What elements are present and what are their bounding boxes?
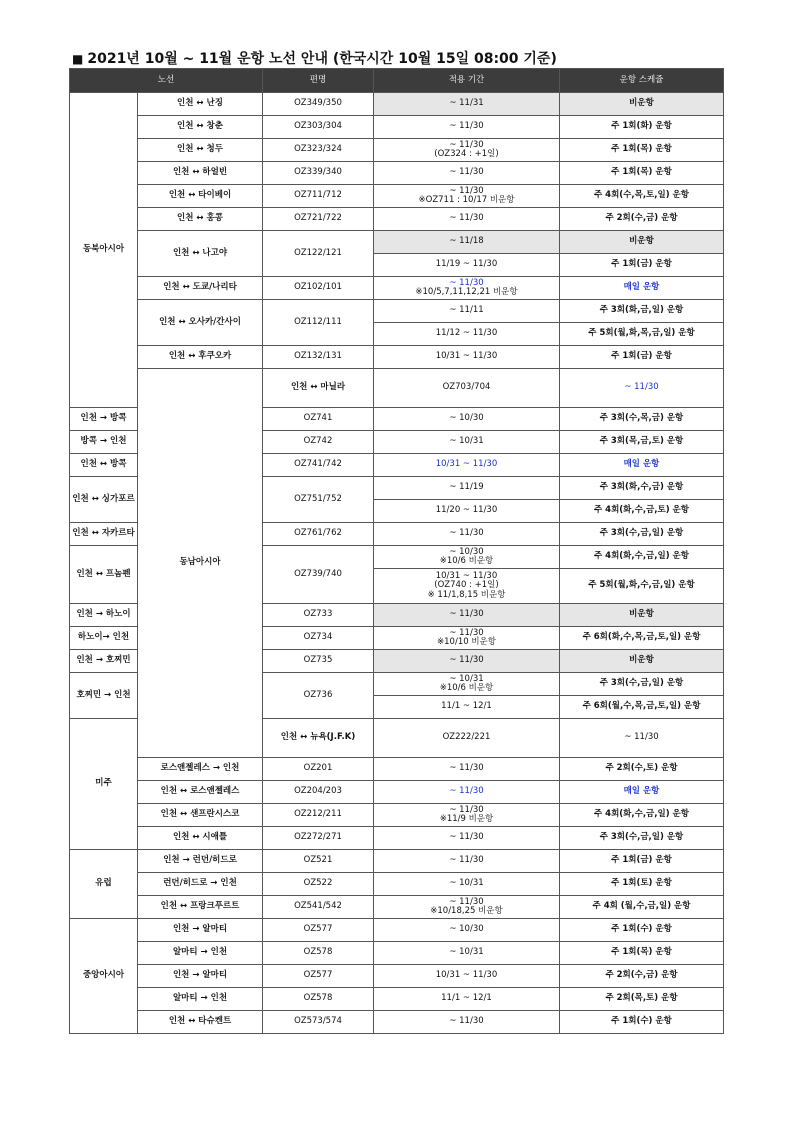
- flight-number-cell: OZ272/271: [263, 827, 374, 850]
- flight-number-cell: OZ522: [263, 873, 374, 896]
- header-schedule: 운항 스케쥴: [560, 69, 724, 93]
- region-cell: 동북아시아: [70, 93, 138, 408]
- period-line: ~ 10/31: [449, 673, 484, 684]
- period-cell: [374, 673, 560, 696]
- table-row: [70, 116, 724, 139]
- schedule-cell: 주 1회(목) 운항: [560, 942, 724, 965]
- schedule-cell: 주 4회 (월,수,금,일) 운항: [560, 896, 724, 919]
- route-cell: 인천 ↔ 창춘: [138, 116, 263, 139]
- flight-number-cell: OZ339/340: [263, 162, 374, 185]
- period-line: ※10/18,25 비운항: [430, 906, 503, 916]
- schedule-cell: 주 1회(목) 운항: [560, 162, 724, 185]
- route-cell: 인천 ↔ 청두: [138, 139, 263, 162]
- schedule-cell: 비운항: [560, 604, 724, 627]
- header-period: 적용 기간: [374, 69, 560, 93]
- period-cell: [560, 369, 724, 408]
- schedule-cell: 주 1회(금) 운항: [560, 850, 724, 873]
- period-cell: [374, 254, 560, 277]
- period-line: 11/1 ~ 12/1: [441, 701, 492, 712]
- period-line: ~ 11/31: [449, 98, 484, 109]
- period-line: (OZ740 : +1일): [434, 580, 499, 591]
- schedule-cell: 주 6회(화,수,목,금,토,일) 운항: [560, 627, 724, 650]
- period-line: ~ 11/30: [449, 139, 484, 150]
- route-cell: 인천 ↔ 방콕: [70, 454, 138, 477]
- flight-number-cell: OZ751/752: [263, 477, 374, 523]
- period-line: ~ 11/30: [449, 655, 484, 666]
- schedule-cell: 주 5회(월,화,목,금,일) 운항: [560, 323, 724, 346]
- schedule-cell: 주 4회(화,수,금,일) 운항: [560, 804, 724, 827]
- period-line: 10/31 ~ 11/30: [435, 351, 498, 362]
- schedule-cell: 주 6회(월,수,목,금,토,일) 운항: [560, 696, 724, 719]
- period-line: ~ 11/30: [449, 528, 484, 539]
- table-row: [70, 827, 724, 850]
- region-cell: 유럽: [70, 850, 138, 919]
- flight-number-cell: OZ741/742: [263, 454, 374, 477]
- period-cell: [374, 627, 560, 650]
- schedule-cell: 주 5회(월,화,수,금,일) 운항: [560, 569, 724, 604]
- period-line: 11/19 ~ 11/30: [435, 259, 498, 270]
- route-cell: 인천 ↔ 시애틀: [138, 827, 263, 850]
- period-cell: [374, 781, 560, 804]
- page-title-text: 2021년 10월 ~ 11월 운항 노선 안내 (한국시간 10월 15일 08:00 기준): [87, 51, 557, 67]
- region-cell: 중앙아시아: [70, 919, 138, 1034]
- schedule-cell: 주 1회(수) 운항: [560, 1011, 724, 1034]
- schedule-cell: 주 3회(수,금,일) 운항: [560, 673, 724, 696]
- header-route: 노선: [70, 69, 263, 93]
- flight-number-cell: OZ761/762: [263, 523, 374, 546]
- period-cell: [374, 477, 560, 500]
- page-title: [72, 48, 557, 68]
- period-line: ~ 10/30: [449, 546, 484, 557]
- period-line: ※ 11/1,8,15 비운항: [427, 589, 506, 600]
- period-line: ~ 11/19: [449, 482, 484, 493]
- period-line: ~ 11/30: [449, 786, 484, 797]
- period-cell: [374, 93, 560, 116]
- route-cell: 인천 ↔ 하얼빈: [138, 162, 263, 185]
- period-cell: [374, 431, 560, 454]
- route-cell: 인천 ↔ 로스앤젤레스: [138, 781, 263, 804]
- route-cell: 인천 → 알마티: [138, 965, 263, 988]
- period-line: ※10/5,7,11,12,21 비운항: [415, 287, 518, 297]
- flight-number-cell: OZ201: [263, 758, 374, 781]
- route-cell: 인천 ↔ 타슈켄트: [138, 1011, 263, 1034]
- flight-number-cell: OZ703/704: [374, 369, 560, 408]
- period-line: ~ 11/30: [624, 382, 659, 393]
- period-line: ~ 11/30: [449, 121, 484, 132]
- period-cell: [374, 231, 560, 254]
- flight-number-cell: OZ734: [263, 627, 374, 650]
- period-cell: [374, 919, 560, 942]
- flight-number-cell: OZ521: [263, 850, 374, 873]
- table-row: [70, 162, 724, 185]
- period-cell: [374, 323, 560, 346]
- table-row: [70, 346, 724, 369]
- table-row: [70, 758, 724, 781]
- table-row: [70, 208, 724, 231]
- table-row: [70, 896, 724, 919]
- schedule-cell: 주 1회(금) 운항: [560, 254, 724, 277]
- flight-number-cell: OZ733: [263, 604, 374, 627]
- period-cell: [374, 850, 560, 873]
- flight-number-cell: OZ122/121: [263, 231, 374, 277]
- flight-number-cell: OZ132/131: [263, 346, 374, 369]
- schedule-cell: 주 3회(수,금,일) 운항: [560, 523, 724, 546]
- period-cell: [374, 696, 560, 719]
- period-cell: [374, 162, 560, 185]
- schedule-cell: 매일 운항: [560, 781, 724, 804]
- period-cell: [374, 873, 560, 896]
- period-line: 11/20 ~ 11/30: [435, 505, 498, 516]
- table-row: [70, 965, 724, 988]
- schedule-cell: 비운항: [560, 93, 724, 116]
- period-line: ~ 11/18: [449, 236, 484, 247]
- period-cell: [374, 827, 560, 850]
- schedule-cell: 주 2회(목,토) 운항: [560, 988, 724, 1011]
- period-cell: [374, 569, 560, 604]
- period-cell: [374, 116, 560, 139]
- period-cell: [374, 546, 560, 569]
- flight-number-cell: OZ204/203: [263, 781, 374, 804]
- route-cell: 인천 ↔ 후쿠오카: [138, 346, 263, 369]
- table-header-row: [70, 69, 724, 93]
- flight-number-cell: OZ735: [263, 650, 374, 673]
- route-cell: 인천 ↔ 나고야: [138, 231, 263, 277]
- schedule-cell: 주 1회(수) 운항: [560, 919, 724, 942]
- flight-number-cell: OZ222/221: [374, 719, 560, 758]
- schedule-cell: 주 3회(화,수,금) 운항: [560, 477, 724, 500]
- table-row: [70, 942, 724, 965]
- table-row: [70, 139, 724, 162]
- period-cell: [374, 650, 560, 673]
- table-row: [70, 781, 724, 804]
- flight-number-cell: OZ741: [263, 408, 374, 431]
- flight-number-cell: OZ102/101: [263, 277, 374, 300]
- period-cell: [374, 185, 560, 208]
- period-line: ~ 11/30: [449, 763, 484, 774]
- period-line: ※OZ711 : 10/17 비운항: [418, 195, 515, 205]
- route-cell: 인천 → 호찌민: [70, 650, 138, 673]
- table-row: [70, 277, 724, 300]
- period-line: ~ 11/11: [449, 305, 484, 316]
- table-row: [70, 369, 724, 408]
- route-cell: 인천 ↔ 뉴욕(J.F.K): [263, 719, 374, 758]
- period-line: ※10/10 비운항: [437, 637, 496, 647]
- schedule-table-body: [70, 93, 724, 1034]
- period-line: ~ 11/30: [449, 167, 484, 178]
- period-line: ~ 11/30: [449, 213, 484, 224]
- schedule-cell: 주 3회(수,목,금) 운항: [560, 408, 724, 431]
- period-cell: [374, 300, 560, 323]
- flight-number-cell: OZ349/350: [263, 93, 374, 116]
- table-row: [70, 988, 724, 1011]
- period-cell: [374, 988, 560, 1011]
- period-line: ~ 10/31: [449, 436, 484, 447]
- route-cell: 호찌민 → 인천: [70, 673, 138, 719]
- period-cell: [374, 500, 560, 523]
- route-cell: 인천 ↔ 난징: [138, 93, 263, 116]
- header-flight: 편명: [263, 69, 374, 93]
- period-line: 10/31 ~ 11/30: [435, 459, 498, 470]
- route-cell: 인천 ↔ 도쿄/나리타: [138, 277, 263, 300]
- schedule-cell: 주 3회(화,금,일) 운항: [560, 300, 724, 323]
- period-cell: [374, 523, 560, 546]
- period-line: ~ 11/30: [449, 804, 484, 815]
- period-cell: [374, 277, 560, 300]
- flight-number-cell: OZ578: [263, 988, 374, 1011]
- period-cell: [374, 454, 560, 477]
- period-line: ~ 11/30: [449, 896, 484, 907]
- period-line: ※11/9 비운항: [439, 814, 494, 824]
- route-cell: 방콕 → 인천: [70, 431, 138, 454]
- period-line: ※10/6 비운항: [439, 556, 494, 566]
- flight-number-cell: OZ323/324: [263, 139, 374, 162]
- period-line: ~ 11/30: [449, 832, 484, 843]
- period-line: 10/31 ~ 11/30: [435, 570, 498, 581]
- schedule-cell: 주 2회(수,금) 운항: [560, 208, 724, 231]
- flight-number-cell: OZ711/712: [263, 185, 374, 208]
- flight-number-cell: OZ541/542: [263, 896, 374, 919]
- route-cell: 인천 → 알마티: [138, 919, 263, 942]
- region-cell: 미주: [70, 719, 138, 850]
- route-cell: 로스앤젤레스 → 인천: [138, 758, 263, 781]
- period-line: ~ 10/30: [449, 924, 484, 935]
- schedule-cell: 비운항: [560, 231, 724, 254]
- route-cell: 인천 ↔ 싱가포르: [70, 477, 138, 523]
- period-line: ~ 11/30: [449, 1016, 484, 1027]
- period-line: ~ 11/30: [449, 855, 484, 866]
- square-bullet-icon: ■: [72, 52, 84, 66]
- period-line: ~ 11/30: [449, 627, 484, 638]
- route-cell: 알마티 → 인천: [138, 942, 263, 965]
- flight-number-cell: OZ112/111: [263, 300, 374, 346]
- period-line: ~ 10/31: [449, 878, 484, 889]
- period-cell: [374, 942, 560, 965]
- period-cell: [560, 719, 724, 758]
- flight-number-cell: OZ577: [263, 965, 374, 988]
- period-line: (OZ324 : +1일): [434, 149, 499, 159]
- period-line: 11/1 ~ 12/1: [441, 993, 492, 1004]
- route-cell: 인천 → 방콕: [70, 408, 138, 431]
- route-cell: 인천 ↔ 자카르타: [70, 523, 138, 546]
- period-line: ※10/6 비운항: [439, 683, 494, 693]
- flight-number-cell: OZ736: [263, 673, 374, 719]
- schedule-cell: 주 4회(수,목,토,일) 운항: [560, 185, 724, 208]
- flight-number-cell: OZ739/740: [263, 546, 374, 604]
- schedule-cell: 매일 운항: [560, 454, 724, 477]
- route-cell: 알마티 → 인천: [138, 988, 263, 1011]
- table-row: [70, 93, 724, 116]
- schedule-cell: 매일 운항: [560, 277, 724, 300]
- period-cell: [374, 208, 560, 231]
- route-cell: 인천 → 하노이: [70, 604, 138, 627]
- schedule-cell: 주 1회(토) 운항: [560, 873, 724, 896]
- schedule-cell: 주 1회(화) 운항: [560, 116, 724, 139]
- period-cell: [374, 804, 560, 827]
- flight-number-cell: OZ578: [263, 942, 374, 965]
- region-cell: 동남아시아: [138, 369, 263, 758]
- schedule-cell: 주 1회(목) 운항: [560, 139, 724, 162]
- period-line: ~ 11/30: [449, 609, 484, 620]
- period-line: ~ 11/30: [624, 732, 659, 743]
- schedule-cell: 주 4회(화,수,금,토) 운항: [560, 500, 724, 523]
- schedule-table: [69, 68, 724, 1034]
- flight-number-cell: OZ303/304: [263, 116, 374, 139]
- table-row: [70, 873, 724, 896]
- period-cell: [374, 604, 560, 627]
- flight-number-cell: OZ573/574: [263, 1011, 374, 1034]
- period-line: ~ 10/31: [449, 947, 484, 958]
- table-row: [70, 185, 724, 208]
- table-row: [70, 850, 724, 873]
- flight-number-cell: OZ212/211: [263, 804, 374, 827]
- route-cell: 하노이→ 인천: [70, 627, 138, 650]
- period-line: 11/12 ~ 11/30: [435, 328, 498, 339]
- period-cell: [374, 1011, 560, 1034]
- schedule-cell: 주 2회(수,토) 운항: [560, 758, 724, 781]
- route-cell: 인천 ↔ 프랑크푸르트: [138, 896, 263, 919]
- route-cell: 런던/히드로 → 인천: [138, 873, 263, 896]
- route-cell: 인천 → 런던/히드로: [138, 850, 263, 873]
- schedule-cell: 주 3회(목,금,토) 운항: [560, 431, 724, 454]
- period-cell: [374, 896, 560, 919]
- route-cell: 인천 ↔ 마닐라: [263, 369, 374, 408]
- period-cell: [374, 408, 560, 431]
- table-row: [70, 231, 724, 254]
- route-cell: 인천 ↔ 타이베이: [138, 185, 263, 208]
- period-line: 10/31 ~ 11/30: [435, 970, 498, 981]
- period-cell: [374, 758, 560, 781]
- table-row: [70, 1011, 724, 1034]
- table-row: [70, 804, 724, 827]
- schedule-cell: 주 3회(수,금,일) 운항: [560, 827, 724, 850]
- schedule-cell: 주 4회(화,수,금,일) 운항: [560, 546, 724, 569]
- schedule-cell: 주 2회(수,금) 운항: [560, 965, 724, 988]
- schedule-cell: 비운항: [560, 650, 724, 673]
- table-row: [70, 300, 724, 323]
- period-cell: [374, 965, 560, 988]
- period-cell: [374, 346, 560, 369]
- route-cell: 인천 ↔ 프놈펜: [70, 546, 138, 604]
- flight-number-cell: OZ577: [263, 919, 374, 942]
- table-row: [70, 919, 724, 942]
- schedule-cell: 주 1회(금) 운항: [560, 346, 724, 369]
- period-line: ~ 11/30: [449, 277, 484, 288]
- period-line: ~ 11/30: [449, 185, 484, 196]
- route-cell: 인천 ↔ 오사카/간사이: [138, 300, 263, 346]
- route-cell: 인천 ↔ 홍콩: [138, 208, 263, 231]
- period-cell: [374, 139, 560, 162]
- flight-number-cell: OZ742: [263, 431, 374, 454]
- period-line: ~ 10/30: [449, 413, 484, 424]
- flight-number-cell: OZ721/722: [263, 208, 374, 231]
- route-cell: 인천 ↔ 샌프란시스코: [138, 804, 263, 827]
